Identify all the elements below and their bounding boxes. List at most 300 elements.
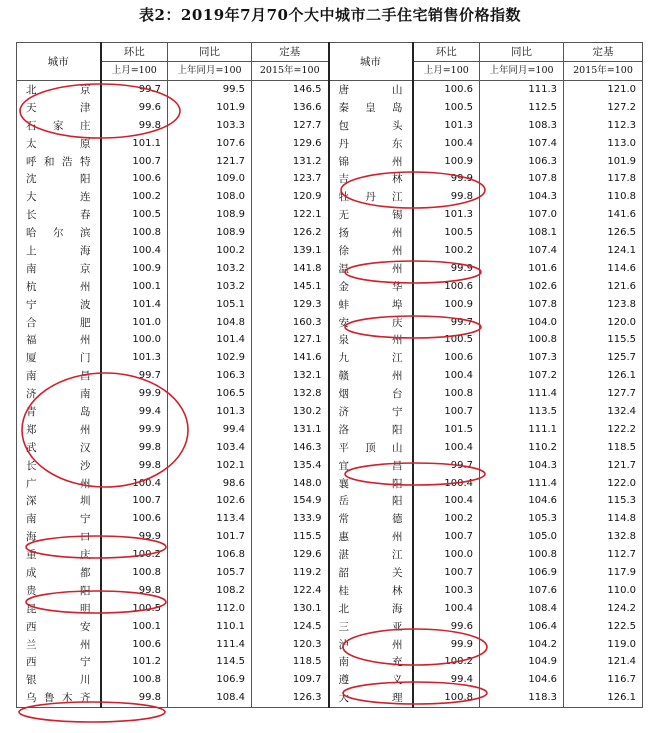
city-cell: 泉 州 — [329, 331, 413, 349]
mom-cell: 100.8 — [413, 385, 480, 403]
yoy-cell: 108.4 — [168, 689, 252, 707]
table-row — [17, 260, 643, 278]
yoy-cell: 108.4 — [480, 600, 564, 618]
base-cell: 122.4 — [252, 582, 329, 600]
base-cell: 121.4 — [564, 654, 643, 672]
city-header: 城市 — [17, 43, 101, 81]
mom-cell: 99.6 — [101, 99, 168, 117]
city-cell: 武 汉 — [17, 439, 101, 457]
base-cell: 124.2 — [564, 600, 643, 618]
yoy-cell: 109.0 — [168, 170, 252, 188]
mom-cell: 100.5 — [101, 206, 168, 224]
mom-cell: 100.8 — [101, 564, 168, 582]
mom-cell: 99.9 — [413, 260, 480, 278]
base-cell: 126.3 — [252, 689, 329, 707]
base-cell: 122.2 — [564, 421, 643, 439]
base-cell: 118.5 — [252, 654, 329, 672]
base-cell: 115.5 — [564, 331, 643, 349]
city-cell: 贵 阳 — [17, 582, 101, 600]
mom-cell: 101.2 — [101, 654, 168, 672]
base-cell: 130.2 — [252, 403, 329, 421]
mom-cell: 99.9 — [101, 385, 168, 403]
city-cell: 成 都 — [17, 564, 101, 582]
base-cell: 114.8 — [564, 510, 643, 528]
city-cell: 大 连 — [17, 188, 101, 206]
yoy-cell: 111.4 — [480, 385, 564, 403]
city-cell: 安 庆 — [329, 314, 413, 332]
base-cell: 145.1 — [252, 278, 329, 296]
table-row — [17, 135, 643, 153]
yoy-cell: 111.1 — [480, 421, 564, 439]
city-cell: 温 州 — [329, 260, 413, 278]
base-cell: 129.3 — [252, 296, 329, 314]
city-cell: 福 州 — [17, 331, 101, 349]
mom-cell: 100.4 — [413, 439, 480, 457]
city-cell: 西 宁 — [17, 654, 101, 672]
mom-cell: 99.9 — [413, 170, 480, 188]
base-cell: 119.0 — [564, 636, 643, 654]
yoy-cell: 111.4 — [480, 475, 564, 493]
yoy-cell: 107.4 — [480, 135, 564, 153]
base-cell: 126.1 — [564, 367, 643, 385]
city-cell: 石家庄 — [17, 117, 101, 135]
yoy-cell: 111.4 — [168, 636, 252, 654]
mom-cell: 100.6 — [413, 349, 480, 367]
city-cell: 南 昌 — [17, 367, 101, 385]
table-row — [17, 403, 643, 421]
yoy-cell: 106.3 — [168, 367, 252, 385]
mom-subheader: 上月=100 — [101, 62, 168, 81]
base-cell: 136.6 — [252, 99, 329, 117]
yoy-cell: 121.7 — [168, 153, 252, 171]
mom-cell: 99.8 — [101, 117, 168, 135]
city-cell: 徐 州 — [329, 242, 413, 260]
yoy-cell: 106.8 — [168, 546, 252, 564]
table-row — [17, 385, 643, 403]
base-cell: 117.8 — [564, 170, 643, 188]
yoy-cell: 108.9 — [168, 224, 252, 242]
city-cell: 宜 昌 — [329, 457, 413, 475]
table-row — [17, 206, 643, 224]
mom-cell: 100.2 — [413, 510, 480, 528]
table-row — [17, 457, 643, 475]
city-cell: 南 充 — [329, 654, 413, 672]
table-row — [17, 170, 643, 188]
city-cell: 韶 关 — [329, 564, 413, 582]
table-row — [17, 331, 643, 349]
mom-cell: 99.8 — [101, 457, 168, 475]
yoy-cell: 105.3 — [480, 510, 564, 528]
yoy-cell: 104.2 — [480, 636, 564, 654]
yoy-cell: 114.5 — [168, 654, 252, 672]
base-cell: 121.6 — [564, 278, 643, 296]
city-cell: 唐 山 — [329, 81, 413, 99]
yoy-cell: 107.0 — [480, 206, 564, 224]
city-cell: 海 口 — [17, 528, 101, 546]
base-cell: 160.3 — [252, 314, 329, 332]
mom-cell: 100.5 — [101, 600, 168, 618]
base-cell: 154.9 — [252, 492, 329, 510]
base-cell: 127.2 — [564, 99, 643, 117]
yoy-cell: 104.9 — [480, 654, 564, 672]
yoy-cell: 108.0 — [168, 188, 252, 206]
city-cell: 北 京 — [17, 81, 101, 99]
mom-cell: 100.4 — [413, 367, 480, 385]
base-cell: 126.1 — [564, 689, 643, 707]
mom-cell: 100.1 — [101, 618, 168, 636]
base-cell: 121.7 — [564, 457, 643, 475]
yoy-cell: 101.7 — [168, 528, 252, 546]
yoy-cell: 99.5 — [168, 81, 252, 99]
yoy-subheader: 上年同月=100 — [480, 62, 564, 81]
base-cell: 127.1 — [252, 331, 329, 349]
mom-cell: 100.2 — [101, 188, 168, 206]
yoy-cell: 104.6 — [480, 671, 564, 689]
base-cell: 129.6 — [252, 546, 329, 564]
yoy-cell: 113.4 — [168, 510, 252, 528]
mom-cell: 101.5 — [413, 421, 480, 439]
city-cell: 南 京 — [17, 260, 101, 278]
base-cell: 115.3 — [564, 492, 643, 510]
mom-cell: 99.8 — [413, 188, 480, 206]
base-cell: 117.9 — [564, 564, 643, 582]
mom-cell: 99.4 — [101, 403, 168, 421]
city-cell: 惠 州 — [329, 528, 413, 546]
base-cell: 120.3 — [252, 636, 329, 654]
base-cell: 109.7 — [252, 671, 329, 689]
base-cell: 110.8 — [564, 188, 643, 206]
city-cell: 丹 东 — [329, 135, 413, 153]
mom-cell: 99.9 — [101, 421, 168, 439]
mom-cell: 101.1 — [101, 135, 168, 153]
base-cell: 112.7 — [564, 546, 643, 564]
city-cell: 长 沙 — [17, 457, 101, 475]
yoy-cell: 102.1 — [168, 457, 252, 475]
city-cell: 上 海 — [17, 242, 101, 260]
mom-cell: 100.5 — [413, 331, 480, 349]
city-cell: 昆 明 — [17, 600, 101, 618]
mom-cell: 99.4 — [413, 671, 480, 689]
base-subheader: 2015年=100 — [564, 62, 643, 81]
yoy-cell: 104.3 — [480, 188, 564, 206]
header-row — [17, 43, 643, 62]
yoy-cell: 111.3 — [480, 81, 564, 99]
table-row — [17, 99, 643, 117]
table-row — [17, 689, 643, 707]
yoy-cell: 106.5 — [168, 385, 252, 403]
mom-cell: 100.5 — [413, 224, 480, 242]
city-cell: 泸 州 — [329, 636, 413, 654]
yoy-cell: 104.0 — [480, 314, 564, 332]
yoy-cell: 107.8 — [480, 296, 564, 314]
base-cell: 115.5 — [252, 528, 329, 546]
mom-cell: 99.7 — [413, 314, 480, 332]
table-row — [17, 296, 643, 314]
city-cell: 秦皇岛 — [329, 99, 413, 117]
mom-cell: 100.9 — [413, 296, 480, 314]
city-cell: 银 川 — [17, 671, 101, 689]
table-row — [17, 510, 643, 528]
yoy-cell: 102.6 — [480, 278, 564, 296]
yoy-cell: 103.3 — [168, 117, 252, 135]
mom-cell: 100.1 — [101, 278, 168, 296]
city-cell: 岳 阳 — [329, 492, 413, 510]
table-row — [17, 117, 643, 135]
table-row — [17, 439, 643, 457]
city-cell: 重 庆 — [17, 546, 101, 564]
base-cell: 139.1 — [252, 242, 329, 260]
yoy-cell: 99.4 — [168, 421, 252, 439]
mom-cell: 100.2 — [101, 546, 168, 564]
city-cell: 哈尔滨 — [17, 224, 101, 242]
city-cell: 天 津 — [17, 99, 101, 117]
base-cell: 146.3 — [252, 439, 329, 457]
city-cell: 广 州 — [17, 475, 101, 493]
yoy-cell: 110.2 — [480, 439, 564, 457]
mom-cell: 100.6 — [101, 510, 168, 528]
yoy-cell: 107.3 — [480, 349, 564, 367]
yoy-cell: 100.2 — [168, 242, 252, 260]
yoy-cell: 107.2 — [480, 367, 564, 385]
yoy-cell: 108.1 — [480, 224, 564, 242]
city-cell: 济 宁 — [329, 403, 413, 421]
mom-cell: 100.3 — [413, 582, 480, 600]
base-cell: 123.8 — [564, 296, 643, 314]
mom-cell: 100.8 — [101, 671, 168, 689]
yoy-cell: 106.9 — [480, 564, 564, 582]
mom-cell: 99.7 — [101, 367, 168, 385]
base-cell: 129.6 — [252, 135, 329, 153]
yoy-cell: 107.8 — [480, 170, 564, 188]
city-cell: 平顶山 — [329, 439, 413, 457]
yoy-cell: 108.9 — [168, 206, 252, 224]
base-cell: 122.5 — [564, 618, 643, 636]
yoy-subheader: 上年同月=100 — [168, 62, 252, 81]
mom-cell: 99.9 — [101, 528, 168, 546]
mom-cell: 100.6 — [413, 278, 480, 296]
yoy-cell: 106.3 — [480, 153, 564, 171]
city-cell: 三 亚 — [329, 618, 413, 636]
city-cell: 北 海 — [329, 600, 413, 618]
yoy-cell: 105.0 — [480, 528, 564, 546]
mom-cell: 100.5 — [413, 99, 480, 117]
mom-cell: 100.2 — [413, 242, 480, 260]
yoy-cell: 101.4 — [168, 331, 252, 349]
base-cell: 124.5 — [252, 618, 329, 636]
table-row — [17, 636, 643, 654]
yoy-cell: 105.1 — [168, 296, 252, 314]
city-cell: 青 岛 — [17, 403, 101, 421]
yoy-cell: 110.1 — [168, 618, 252, 636]
base-cell: 110.0 — [564, 582, 643, 600]
city-cell: 扬 州 — [329, 224, 413, 242]
mom-cell: 100.4 — [413, 492, 480, 510]
city-cell: 郑 州 — [17, 421, 101, 439]
table-row — [17, 671, 643, 689]
yoy-cell: 103.2 — [168, 260, 252, 278]
city-cell: 西 安 — [17, 618, 101, 636]
yoy-header: 同比 — [168, 43, 252, 62]
base-cell: 120.0 — [564, 314, 643, 332]
mom-cell: 101.4 — [101, 296, 168, 314]
mom-cell: 101.3 — [101, 349, 168, 367]
city-cell: 烟 台 — [329, 385, 413, 403]
city-cell: 桂 林 — [329, 582, 413, 600]
mom-cell: 100.8 — [413, 689, 480, 707]
city-cell: 深 圳 — [17, 492, 101, 510]
yoy-cell: 118.3 — [480, 689, 564, 707]
city-cell: 常 德 — [329, 510, 413, 528]
table-row — [17, 367, 643, 385]
base-cell: 122.1 — [252, 206, 329, 224]
table-row — [17, 314, 643, 332]
yoy-cell: 108.3 — [480, 117, 564, 135]
base-cell: 141.6 — [564, 206, 643, 224]
mom-cell: 101.3 — [413, 117, 480, 135]
table-row — [17, 153, 643, 171]
table-row — [17, 81, 643, 99]
yoy-cell: 100.8 — [480, 546, 564, 564]
city-cell: 太 原 — [17, 135, 101, 153]
yoy-cell: 103.4 — [168, 439, 252, 457]
city-cell: 九 江 — [329, 349, 413, 367]
mom-header: 环比 — [413, 43, 480, 62]
city-cell: 大 理 — [329, 689, 413, 707]
yoy-cell: 104.8 — [168, 314, 252, 332]
base-header: 定基 — [564, 43, 643, 62]
mom-cell: 100.4 — [101, 242, 168, 260]
yoy-cell: 106.9 — [168, 671, 252, 689]
mom-cell: 100.6 — [101, 170, 168, 188]
yoy-cell: 102.6 — [168, 492, 252, 510]
city-cell: 遵 义 — [329, 671, 413, 689]
base-cell: 120.9 — [252, 188, 329, 206]
mom-cell: 100.7 — [101, 153, 168, 171]
table-row — [17, 278, 643, 296]
mom-cell: 100.0 — [413, 546, 480, 564]
table-row — [17, 618, 643, 636]
yoy-cell: 108.2 — [168, 582, 252, 600]
mom-cell: 99.8 — [101, 582, 168, 600]
city-cell: 兰 州 — [17, 636, 101, 654]
mom-cell: 100.4 — [413, 600, 480, 618]
page-title: 表2：2019年7月70个大中城市二手住宅销售价格指数 — [139, 6, 521, 24]
city-cell: 吉 林 — [329, 170, 413, 188]
city-cell: 宁 波 — [17, 296, 101, 314]
city-cell: 呼和浩特 — [17, 153, 101, 171]
base-cell: 112.3 — [564, 117, 643, 135]
mom-cell: 101.3 — [413, 206, 480, 224]
table-row — [17, 492, 643, 510]
mom-cell: 100.4 — [413, 475, 480, 493]
mom-cell: 100.6 — [413, 81, 480, 99]
base-subheader: 2015年=100 — [252, 62, 329, 81]
mom-cell: 99.8 — [101, 689, 168, 707]
mom-cell: 99.7 — [413, 457, 480, 475]
table-row — [17, 528, 643, 546]
base-cell: 113.0 — [564, 135, 643, 153]
table-row — [17, 600, 643, 618]
base-cell: 116.7 — [564, 671, 643, 689]
city-cell: 合 肥 — [17, 314, 101, 332]
city-cell: 洛 阳 — [329, 421, 413, 439]
base-cell: 119.2 — [252, 564, 329, 582]
table-body — [17, 81, 643, 708]
mom-cell: 100.2 — [413, 654, 480, 672]
yoy-cell: 113.5 — [480, 403, 564, 421]
mom-cell: 100.9 — [413, 153, 480, 171]
table-row — [17, 654, 643, 672]
base-cell: 122.0 — [564, 475, 643, 493]
city-cell: 长 春 — [17, 206, 101, 224]
base-cell: 127.7 — [252, 117, 329, 135]
mom-header: 环比 — [101, 43, 168, 62]
city-cell: 金 华 — [329, 278, 413, 296]
city-cell: 襄 阳 — [329, 475, 413, 493]
base-cell: 125.7 — [564, 349, 643, 367]
city-cell: 南 宁 — [17, 510, 101, 528]
yoy-cell: 107.4 — [480, 242, 564, 260]
city-cell: 牡丹江 — [329, 188, 413, 206]
city-cell: 沈 阳 — [17, 170, 101, 188]
yoy-cell: 107.6 — [168, 135, 252, 153]
base-cell: 132.8 — [252, 385, 329, 403]
mom-cell: 99.7 — [101, 81, 168, 99]
table-row — [17, 188, 643, 206]
base-cell: 132.4 — [564, 403, 643, 421]
city-cell: 湛 江 — [329, 546, 413, 564]
yoy-cell: 98.6 — [168, 475, 252, 493]
mom-cell: 99.9 — [413, 636, 480, 654]
table-row — [17, 564, 643, 582]
yoy-cell: 102.9 — [168, 349, 252, 367]
city-cell: 济 南 — [17, 385, 101, 403]
base-cell: 127.7 — [564, 385, 643, 403]
table-row — [17, 475, 643, 493]
base-cell: 126.2 — [252, 224, 329, 242]
yoy-cell: 107.6 — [480, 582, 564, 600]
city-cell: 杭 州 — [17, 278, 101, 296]
city-cell: 赣 州 — [329, 367, 413, 385]
yoy-header: 同比 — [480, 43, 564, 62]
mom-cell: 100.7 — [413, 403, 480, 421]
yoy-cell: 104.6 — [480, 492, 564, 510]
yoy-cell: 104.3 — [480, 457, 564, 475]
base-cell: 132.1 — [252, 367, 329, 385]
mom-cell: 101.0 — [101, 314, 168, 332]
table-row — [17, 242, 643, 260]
mom-cell: 100.0 — [101, 331, 168, 349]
mom-cell: 100.8 — [101, 224, 168, 242]
base-cell: 121.0 — [564, 81, 643, 99]
yoy-cell: 101.6 — [480, 260, 564, 278]
yoy-cell: 105.7 — [168, 564, 252, 582]
yoy-cell: 112.5 — [480, 99, 564, 117]
base-cell: 148.0 — [252, 475, 329, 493]
yoy-cell: 101.9 — [168, 99, 252, 117]
city-cell: 乌鲁木齐 — [17, 689, 101, 707]
yoy-cell: 100.8 — [480, 331, 564, 349]
yoy-cell: 103.2 — [168, 278, 252, 296]
mom-subheader: 上月=100 — [413, 62, 480, 81]
price-index-table — [16, 42, 643, 708]
base-header: 定基 — [252, 43, 329, 62]
base-cell: 131.2 — [252, 153, 329, 171]
table-row — [17, 224, 643, 242]
base-cell: 124.1 — [564, 242, 643, 260]
city-cell: 包 头 — [329, 117, 413, 135]
mom-cell: 100.7 — [413, 528, 480, 546]
